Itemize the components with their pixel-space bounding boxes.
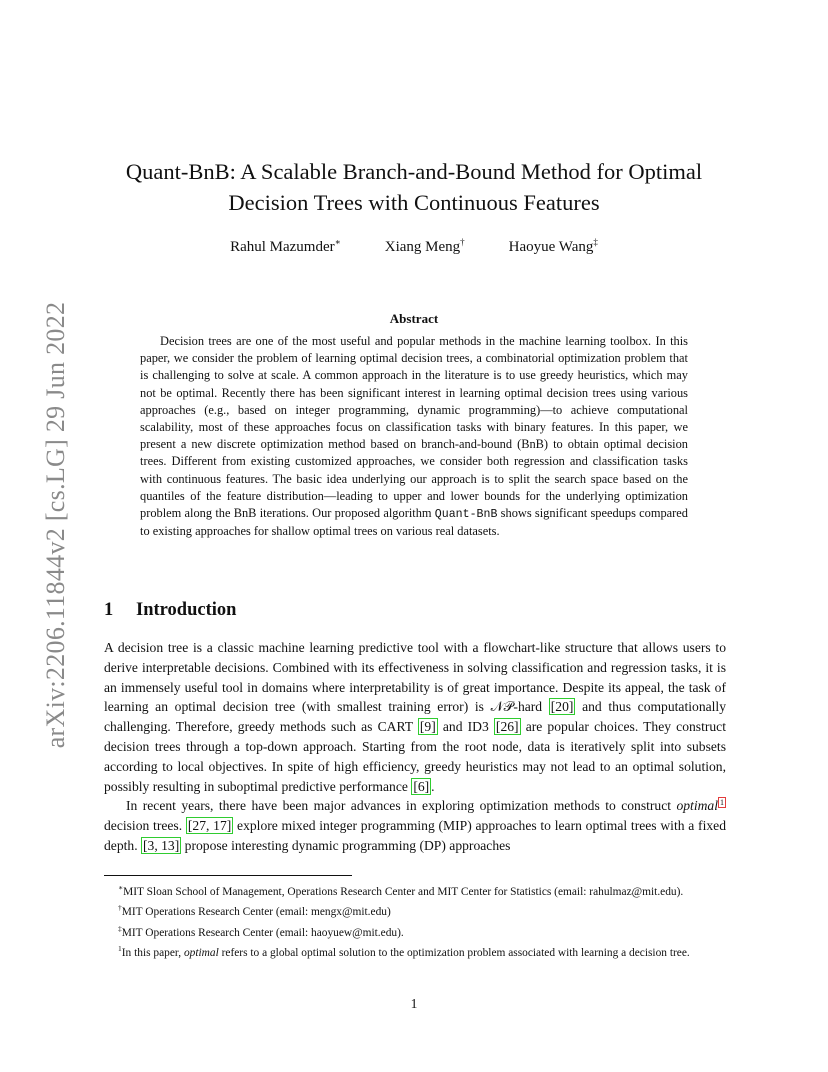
author [385, 237, 465, 256]
citation-link[interactable]: [6] [413, 778, 430, 794]
author-footnote-mark: ‡ [593, 237, 598, 247]
author [230, 237, 341, 256]
abstract-text [140, 333, 688, 540]
footnote [104, 941, 726, 961]
citation-link[interactable]: [26] [495, 719, 519, 735]
abstract-heading: Abstract [389, 311, 439, 326]
text-run: explore mixed integer programming (MIP) approaches to learn optimal trees with a fixed depth. [104, 818, 726, 853]
citation-link[interactable]: [3, 13] [143, 837, 180, 853]
complexity-class: 𝒩𝒫 [490, 699, 514, 715]
text-run: A decision tree is a classic machine learning predictive tool with a flowchart-like structure that allows users to derive interpretable decisions. Combined with its effectiveness in solving classification and regression tasks, it is an immensely useful tool in domains where interpretability is of great importance. Despite its appeal, the task of learning an optimal decision tree (with smallest training error) is [104, 640, 726, 715]
footnote-mark: ∗ [118, 883, 124, 892]
citation-link[interactable]: [9] [419, 719, 436, 735]
author-name: Xiang Meng [384, 239, 461, 255]
footnote-text: MIT Operations Research Center (email: mengx@mit.edu) [121, 906, 391, 919]
text-run: and ID3 [437, 719, 494, 735]
author-name: Haoyue Wang [508, 239, 594, 255]
paragraph [104, 638, 726, 796]
text-run: decision trees. [104, 818, 186, 834]
footnote [104, 900, 726, 920]
title-line-1: Quant-BnB: A Scalable Branch-and-Bound Method for Optimal [125, 159, 703, 184]
footnote-mark: † [118, 903, 122, 913]
author [509, 237, 598, 256]
footnote-divider [104, 875, 352, 876]
text-run: are popular choices. They construct decision trees through a top-down approach. Starting from the root node, data is iteratively split into subsets according to local objectives. In spite of high efficiency, greedy heuristics may not lead to an optimal solution, possibly resulting in suboptimal predictive performance [104, 719, 726, 794]
paper-title [80, 156, 748, 218]
author-footnote-mark: ∗ [334, 237, 341, 247]
emphasis: optimal [183, 946, 219, 959]
text-run: -hard [513, 699, 549, 715]
footnote-text: MIT Sloan School of Management, Operations Research Center and MIT Center for Statistics (email: rahulmaz@mit.edu). [123, 885, 684, 898]
page-number: 1 [410, 996, 418, 1011]
author-footnote-mark: † [460, 237, 465, 247]
section-heading [104, 600, 236, 621]
section-number: 1 [104, 600, 114, 620]
footnote [104, 880, 726, 900]
text-run: and thus computationally challenging. Therefore, greedy methods such as CART [104, 699, 726, 735]
footnote [104, 921, 726, 941]
author-list [80, 237, 748, 256]
title-line-2: Decision Trees with Continuous Features [228, 190, 600, 215]
footnote-link[interactable]: 1 [720, 797, 724, 807]
footnote-mark: ‡ [118, 923, 122, 933]
author-name: Rahul Mazumder [230, 239, 335, 255]
footnote-mark: 1 [118, 944, 122, 954]
footnotes [104, 880, 726, 962]
footnote-text: refers to a global optimal solution to the optimization problem associated with learning a decision tree. [218, 946, 690, 959]
arxiv-identifier-stamp: arXiv:2206.11844v2 [cs.LG] 29 Jun 2022 [41, 301, 70, 749]
emphasis: optimal [676, 798, 718, 814]
footnote-text: In this paper, [121, 946, 184, 959]
text-run: propose interesting dynamic programming (DP) approaches [181, 837, 511, 853]
citation-link[interactable]: [20] [550, 699, 574, 715]
paragraph [104, 796, 726, 855]
algorithm-name: Quant-BnB [434, 508, 498, 522]
abstract-body-end: shows significant speedups compared to existing approaches for shallow optimal trees on various real datasets. [140, 506, 688, 539]
text-run: . [431, 778, 435, 794]
text-run: In recent years, there have been major advances in exploring optimization methods to construct [126, 798, 677, 814]
introduction-body [104, 638, 726, 856]
abstract-body: Decision trees are one of the most useful and popular methods in the machine learning toolbox. In this paper, we consider the problem of learning optimal decision trees, a combinatorial optimization problem that is challenging to solve at scale. A common approach in the literature is to use greedy heuristics, which may not be optimal. Recently there has been significant interest in learning optimal decision trees using various approaches (e.g., based on integer programming, dynamic programming)—to achieve computational scalability, most of these approaches focus on classification tasks with binary features. In this paper, we present a new discrete optimization method based on branch-and-bound (BnB) to obtain optimal decision trees. Different from existing customized approaches, we consider both regression and classification tasks with continuous features. The basic idea underlying our approach is to split the search space based on the quantiles of the feature distribution—leading to upper and lower bounds for the underlying optimization problem along the BnB iterations. Our proposed algorithm [140, 334, 688, 521]
citation-link[interactable]: [27, 17] [187, 818, 232, 834]
section-title: Introduction [136, 600, 237, 620]
footnote-text: MIT Operations Research Center (email: haoyuew@mit.edu). [121, 926, 404, 939]
